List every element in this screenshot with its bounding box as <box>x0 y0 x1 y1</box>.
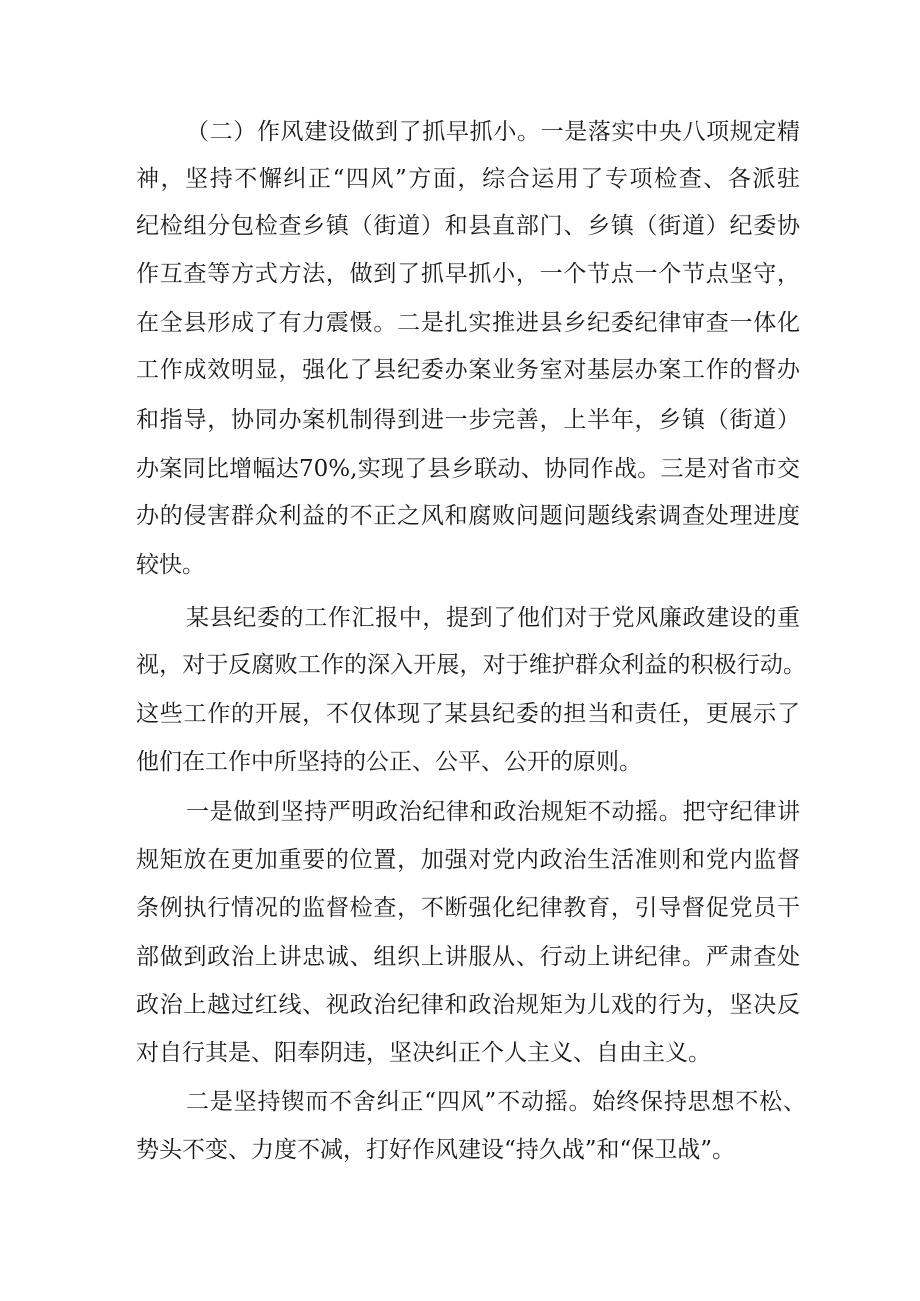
text-line: 在全县形成了有力震慑。二是扎实推进县乡纪委纪律审查一体化 <box>136 310 800 336</box>
text-line: 作互查等方式方法，做到了抓早抓小，一个节点一个节点坚守， <box>136 261 800 287</box>
text-line: 他们在工作中所坚持的公正、公平、公开的原则。 <box>136 749 642 775</box>
text-line: 二是坚持锲而不舍纠正“四风”不动摇。始终保持思想不松、 <box>186 1089 806 1115</box>
text-line: 对自行其是、阳奉阴违，坚决纠正个人主义、自由主义。 <box>136 1040 711 1066</box>
text-line: 视，对于反腐败工作的深入开展，对于维护群众利益的积极行动。 <box>136 652 806 678</box>
text-line: 办的侵害群众利益的不正之风和腐败问题问题线索调查处理进度 <box>136 503 800 529</box>
text-line: 较快。 <box>136 552 205 578</box>
text-line: 这些工作的开展，不仅体现了某县纪委的担当和责任，更展示了 <box>136 701 800 727</box>
text-line: （二）作风建设做到了抓早抓小。一是落实中央八项规定精 <box>186 119 800 145</box>
text-line: 某县纪委的工作汇报中，提到了他们对于党风廉政建设的重 <box>186 605 800 631</box>
text-line: 一是做到坚持严明政治纪律和政治规矩不动摇。把守纪律讲 <box>186 799 800 825</box>
text-line: 纪检组分包检查乡镇（街道）和县直部门、乡镇（街道）纪委协 <box>136 213 800 239</box>
text-line: 和指导，协同办案机制得到进一步完善，上半年，乡镇（街道） <box>136 407 800 433</box>
text-line: 政治上越过红线、视政治纪律和政治规矩为儿戏的行为，坚决反 <box>136 992 800 1018</box>
text-line: 规矩放在更加重要的位置，加强对党内政治生活准则和党内监督 <box>136 847 800 873</box>
text-line: 工作成效明显，强化了县纪委办案业务室对基层办案工作的督办 <box>136 357 800 383</box>
text-line: 神，坚持不懈纠正“四风”方面，综合运用了专项检查、各派驻 <box>136 166 800 192</box>
text-line: 条例执行情况的监督检查，不断强化纪律教育，引导督促党员干 <box>136 895 800 921</box>
text-line: 部做到政治上讲忠诚、组织上讲服从、行动上讲纪律。严肃查处 <box>136 944 800 970</box>
text-line: 势头不变、力度不减，打好作风建设“持久战”和“保卫战”。 <box>136 1137 736 1163</box>
text-line: 办案同比增幅达70%,实现了县乡联动、协同作战。三是对省市交 <box>136 456 800 482</box>
